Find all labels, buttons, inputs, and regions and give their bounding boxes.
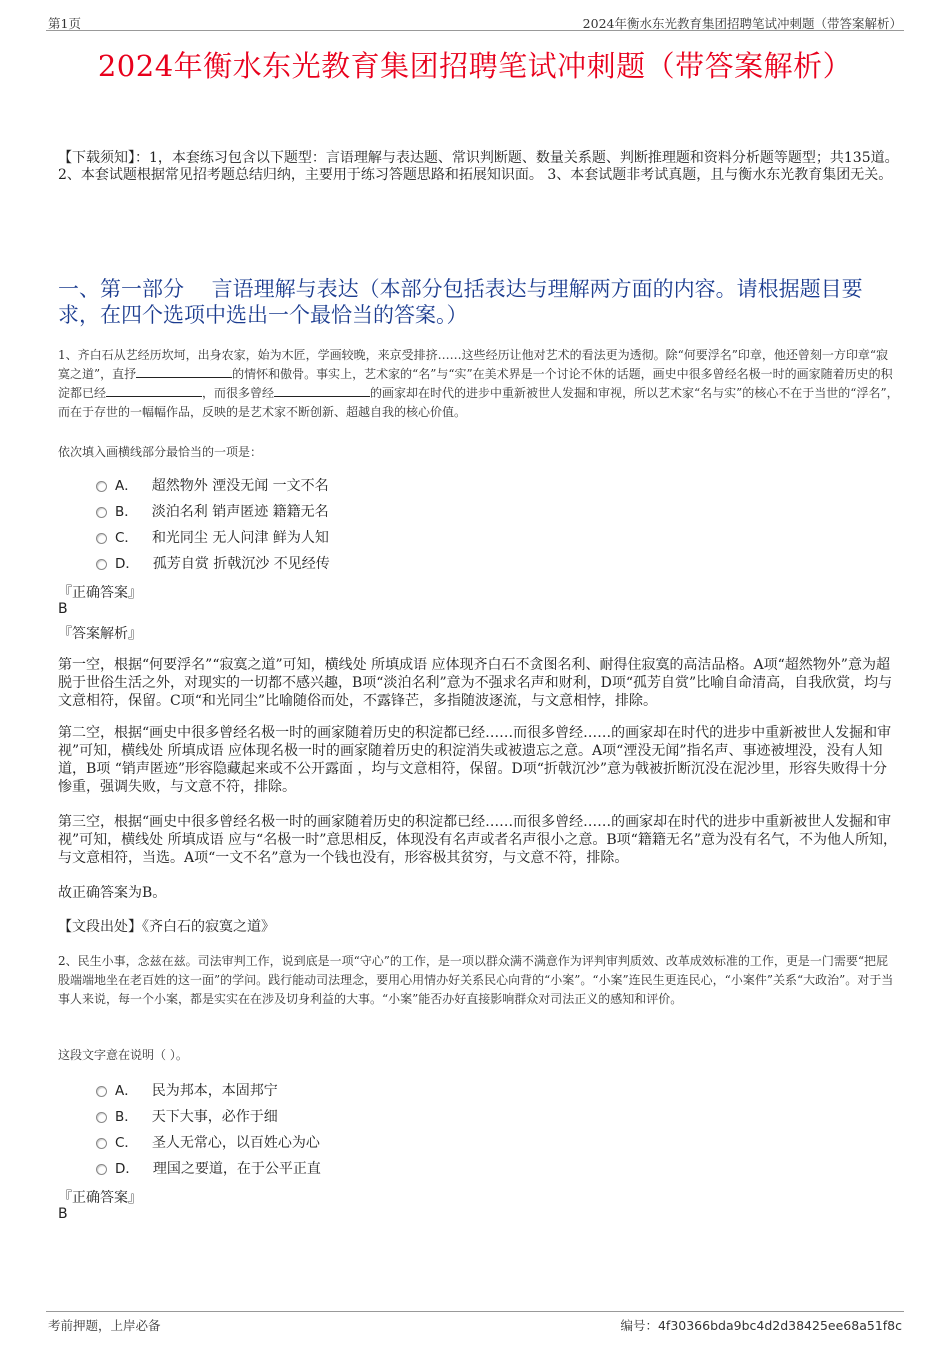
- footer-slogan: 考前押题，上岸必备: [48, 1318, 161, 1333]
- page-number: 第1页: [48, 16, 81, 31]
- q2-option-c[interactable]: C． 圣人无常心，以百姓心为心: [96, 1133, 320, 1153]
- q1-option-c[interactable]: C． 和光同尘 无人问津 鲜为人知: [96, 528, 329, 548]
- question-1-text: 1、齐白石从艺经历坎坷，出身农家，始为木匠，学画较晚，来京受排挤……这些经历让他对艺术的看法更为透彻。除“何要浮名”印章，他还曾刻一方印章“寂寞之道”，直抒 的情怀和傲骨。事实上，艺术家的“名”与“实”在美术界是一个讨论不休的话题，画史中很多曾经名极一时的画家随着历史的积淀都已经 ，而很多曾经 的画家却在时代的进步中重新被世人发掘和审视，所以艺术家“名与实”的核心不在于当世的“浮名”，而在于存世的一幅幅作品，反映的是艺术家不断创新、超越自我的核心价值。: [58, 348, 899, 419]
- question-2-prompt: 这段文字意在说明（ ）。: [58, 1048, 188, 1062]
- q2-answer-label: 『正确答案』: [58, 1190, 142, 1206]
- q1-option-a[interactable]: A． 超然物外 湮没无闻 一文不名: [96, 476, 329, 496]
- radio-icon[interactable]: [96, 1164, 107, 1175]
- blank-2: [106, 384, 202, 397]
- footer-code: 编号：4f30366bda9bc4d2d38425ee68a51f8c: [620, 1318, 902, 1333]
- radio-icon[interactable]: [96, 533, 107, 544]
- page-header: [46, 10, 904, 31]
- q1-analysis-para-2: 第二空，根据“画史中很多曾经名极一时的画家随着历史的积淀都已经……而很多曾经……的画家却在时代的进步中重新被世人发掘和审视”可知，横线处 所填成语 应体现名极一时的画家随着历史的积淀消失或被遗忘之意。A项“湮没无闻”指名声、事迹被埋没，没有人知道，B项 “销声匿迹”形容隐藏起来或不公开露面 ，均与文意相符，保留。D项“折戟沉沙”意为戟被折断沉没在泥沙里，形容失败得十分惨重，强调失败，与文意不符，排除。: [58, 725, 892, 795]
- radio-icon[interactable]: [96, 507, 107, 518]
- q1-answer: B: [58, 601, 68, 617]
- radio-icon[interactable]: [96, 481, 107, 492]
- download-notice: 【下载须知】：1，本套练习包含以下题型：言语理解与表达题、常识判断题、数量关系题、判断推理题和资料分析题等题型；共135道。 2、本套试题根据常见招考题总结归纳，主要用于练习答题思路和拓展知识面。 3、本套试题非考试真题，且与衡水东光教育集团无关。: [58, 150, 899, 183]
- q1-answer-label: 『正确答案』: [58, 585, 142, 601]
- q1-analysis-conclusion: 故正确答案为B。: [58, 885, 167, 901]
- header-doc-title: 2024年衡水东光教育集团招聘笔试冲刺题（带答案解析）: [582, 16, 902, 31]
- q2-option-d[interactable]: D． 理国之要道，在于公平正直: [96, 1159, 321, 1179]
- q1-analysis-para-1: 第一空，根据“何要浮名”“寂寞之道”可知，横线处 所填成语 应体现齐白石不贪图名利、耐得住寂寞的高洁品格。A项“超然物外”意为超脱于世俗生活之外，对现实的一切都不感兴趣，B项“淡泊名利”意为不强求名声和财利，D项“孤芳自赏”比喻自命清高，自我欣赏，均与文意相符，保留。C项“和光同尘”比喻随俗而处，不露锋芒，多指随波逐流，与文意相悖，排除。: [58, 657, 893, 709]
- radio-icon[interactable]: [96, 559, 107, 570]
- page-footer: [46, 1311, 904, 1334]
- question-1-prompt: 依次填入画横线部分最恰当的一项是：: [58, 445, 263, 459]
- radio-icon[interactable]: [96, 1086, 107, 1097]
- blank-1: [136, 365, 232, 378]
- radio-icon[interactable]: [96, 1112, 107, 1123]
- q2-option-b[interactable]: B． 天下大事，必作于细: [96, 1107, 278, 1127]
- section-heading: 一、第一部分 言语理解与表达（本部分包括表达与理解两方面的内容。请根据题目要求，在四个选项中选出一个最恰当的答案。）: [58, 277, 863, 327]
- q1-analysis-para-3: 第三空，根据“画史中很多曾经名极一时的画家随着历史的积淀都已经……而很多曾经……的画家却在时代的进步中重新被世人发掘和审视”可知，横线处 所填成语 应与“名极一时”意思相反，体现没有名声或者名声很小之意。B项“籍籍无名”意为没有名气，不为他人所知，与文意相符，当选。A项“一文不名”意为一个钱也没有，形容极其贫穷，与文意不符，排除。: [58, 814, 897, 866]
- q1-option-d[interactable]: D． 孤芳自赏 折戟沉沙 不见经传: [96, 554, 330, 574]
- q2-option-a[interactable]: A． 民为邦本，本固邦宁: [96, 1081, 278, 1101]
- q2-answer: B: [58, 1206, 68, 1222]
- radio-icon[interactable]: [96, 1138, 107, 1149]
- question-2-text: 2、民生小事，念兹在兹。司法审判工作，说到底是一项“守心”的工作，是一项以群众满不满意作为评判审判质效、改革成效标准的工作，更是一门需要“把屁股端端地坐在老百姓的这一面”的学问。践行能动司法理念，要用心用情办好关系民心向背的“小案”。“小案”连民生更连民心，“小案件”关系“大政治”。对于当事人来说，每一个小案，都是实实在在涉及切身利益的大事。“小案”能否办好直接影响群众对司法正义的感知和评价。: [58, 954, 894, 1006]
- q1-analysis-label: 『答案解析』: [58, 626, 142, 642]
- q1-source: 【文段出处】《齐白石的寂寞之道》: [58, 919, 275, 935]
- document-title: 2024年衡水东光教育集团招聘笔试冲刺题（带答案解析）: [97, 49, 853, 83]
- blank-3: [274, 384, 370, 397]
- q1-option-b[interactable]: B． 淡泊名利 销声匿迹 籍籍无名: [96, 502, 329, 522]
